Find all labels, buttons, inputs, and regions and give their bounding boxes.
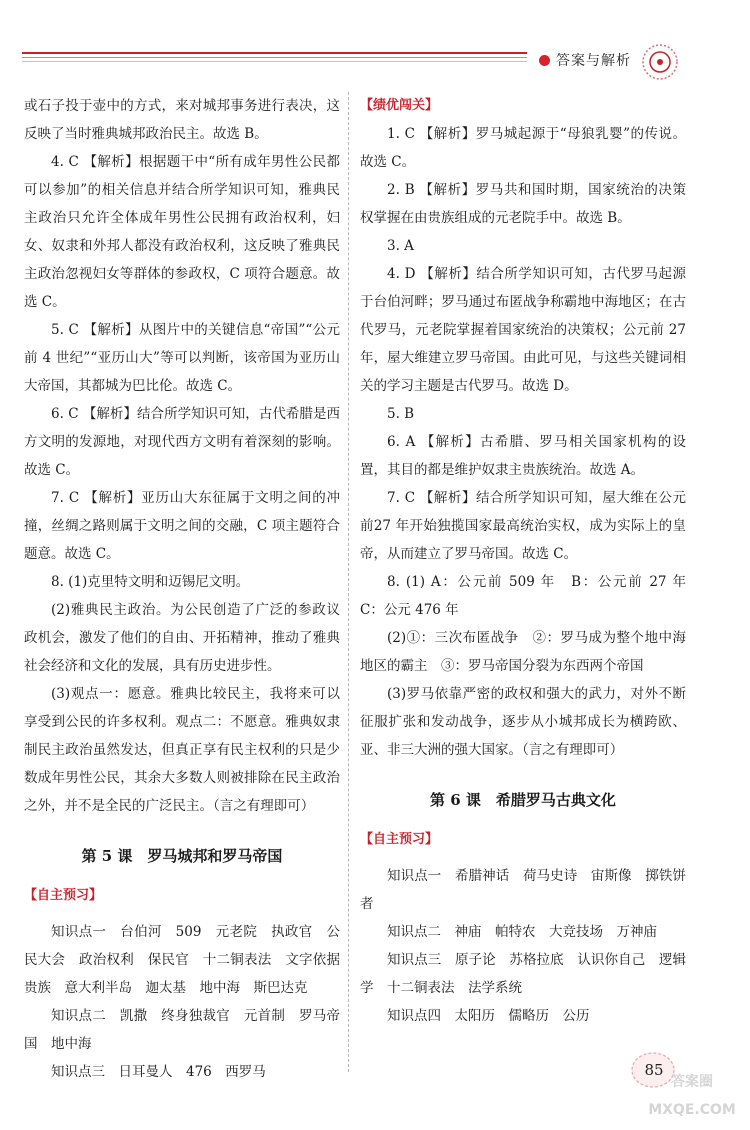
answer-r6: 6. A 【解析】古希腊、罗马相关国家机构的设置，其目的都是维护奴隶主贵族统治。故选 A。 (360, 434, 686, 478)
header-bullet-icon (539, 55, 550, 66)
answer-r5: 5. B (387, 406, 415, 422)
knowledge-point-r3: 知识点三 原子论 苏格拉底 认识你自己 逻辑学 十二铜表法 法学系统 (360, 952, 686, 996)
header-title: 答案与解析 (556, 53, 631, 69)
knowledge-point-2: 知识点二 凯撒 终身独裁官 元首制 罗马帝国 地中海 (24, 1008, 340, 1052)
answer-8-part1: 8. (1)克里特文明和迈锡尼文明。 (51, 574, 250, 590)
decorative-flower-icon (640, 42, 680, 82)
lesson-5-title: 第 5 课 罗马城邦和罗马帝国 (81, 847, 283, 865)
self-preview-tag: 【自主预习】 (24, 888, 103, 903)
page-number: 85 (644, 1061, 664, 1079)
knowledge-point-r4: 知识点四 太阳历 儒略历 公历 (387, 1008, 590, 1024)
answer-r4: 4. D 【解析】结合所学知识可知，古代罗马起源于台伯河畔；罗马通过布匿战争称霸地中海地区；在古代罗马，元老院掌握着国家统治的决策权；公元前 27 年，屋大维建立罗马帝国。由此可见，与这些关键词相关的学习主题是古代罗马。故选 D。 (360, 266, 686, 394)
answer-8-part3: (3)观点一：愿意。雅典比较民主，我将来可以享受到公民的许多权利。观点二：不愿意。雅典奴隶制民主政治虽然发达，但真正享有民主权利的只是少数成年男性公民，其余大多数人则被排除在民主政治之外，并不是全民的广泛民主。（言之有理即可） (24, 686, 340, 814)
knowledge-point-3: 知识点三 日耳曼人 476 西罗马 (51, 1064, 266, 1080)
lesson-6-title: 第 6 课 希腊罗马古典文化 (430, 791, 616, 809)
answer-7: 7. C 【解析】亚历山大东征属于文明之间的冲撞，丝绸之路则属于文明之间的交融，C 项主题符合题意。故选 C。 (24, 490, 340, 562)
answer-3-tail: 或石子投于壶中的方式，来对城邦事务进行表决，这反映了当时雅典城邦政治民主。故选 B。 (24, 98, 340, 142)
answer-r1: 1. C 【解析】罗马城起源于“母狼乳婴”的传说。故选 C。 (360, 126, 686, 170)
header-rule (22, 52, 527, 64)
self-preview-tag-2: 【自主预习】 (360, 832, 439, 847)
answer-5: 5. C 【解析】从图片中的关键信息“帝国”“公元前 4 世纪”“亚历山大”等可以判断，该帝国为亚历山大帝国，其都城为巴比伦。故选 C。 (24, 322, 340, 394)
answer-r8-part3: (3)罗马依靠严密的政权和强大的武力，对外不断征服扩张和发动战争，逐步从小城邦成长为横跨欧、亚、非三大洲的强大国家。（言之有理即可） (360, 686, 686, 758)
answer-r3: 3. A (387, 238, 414, 254)
answer-r2: 2. B 【解析】罗马共和国时期，国家统治的决策权掌握在由贵族组成的元老院手中。故选 B。 (360, 182, 686, 226)
right-column (360, 92, 700, 1030)
knowledge-point-r2: 知识点二 神庙 帕特农 大竞技场 万神庙 (387, 924, 657, 940)
answer-6: 6. C 【解析】结合所学知识可知，古代希腊是西方文明的发源地，对现代西方文明有着深刻的影响。故选 C。 (24, 406, 340, 478)
left-column (24, 92, 354, 1086)
answer-4: 4. C 【解析】根据题干中“所有成年男性公民都可以参加”的相关信息并结合所学知识可知，雅典民主政治只允许全体成年男性公民拥有政治权利，妇女、奴隶和外邦人都没有政治权利，这反映了雅典民主政治忽视妇女等群体的参政权，C 项符合题意。故选 C。 (24, 154, 340, 310)
excellence-tag: 【绩优闯关】 (360, 98, 439, 113)
answer-r8-part1: 8. (1) A：公元前 509 年 B：公元前 27 年 C：公元 476 年 (360, 574, 700, 618)
answer-r7: 7. C 【解析】结合所学知识可知，屋大维在公元前27 年开始独揽国家最高统治实权，成为实际上的皇帝，从而建立了罗马帝国。故选 C。 (360, 490, 686, 562)
answer-r8-part2: (2)①：三次布匿战争 ②：罗马成为整个地中海地区的霸主 ③：罗马帝国分裂为东西两个帝国 (360, 630, 686, 674)
knowledge-point-r1: 知识点一 希腊神话 荷马史诗 宙斯像 掷铁饼者 (360, 868, 686, 912)
watermark: 答案圈 MXQE.COM (648, 1074, 736, 1118)
knowledge-point-1: 知识点一 台伯河 509 元老院 执政官 公民大会 政治权利 保民官 十二铜表法 文字依据 贵族 意大利半岛 迦太基 地中海 斯巴达克 (24, 924, 354, 996)
column-divider (348, 92, 349, 1072)
answer-8-part2: (2)雅典民主政治。为公民创造了广泛的参政议政机会，激发了他们的自由、开拓精神，推动了雅典社会经济和文化的发展，具有历史进步性。 (24, 602, 340, 674)
